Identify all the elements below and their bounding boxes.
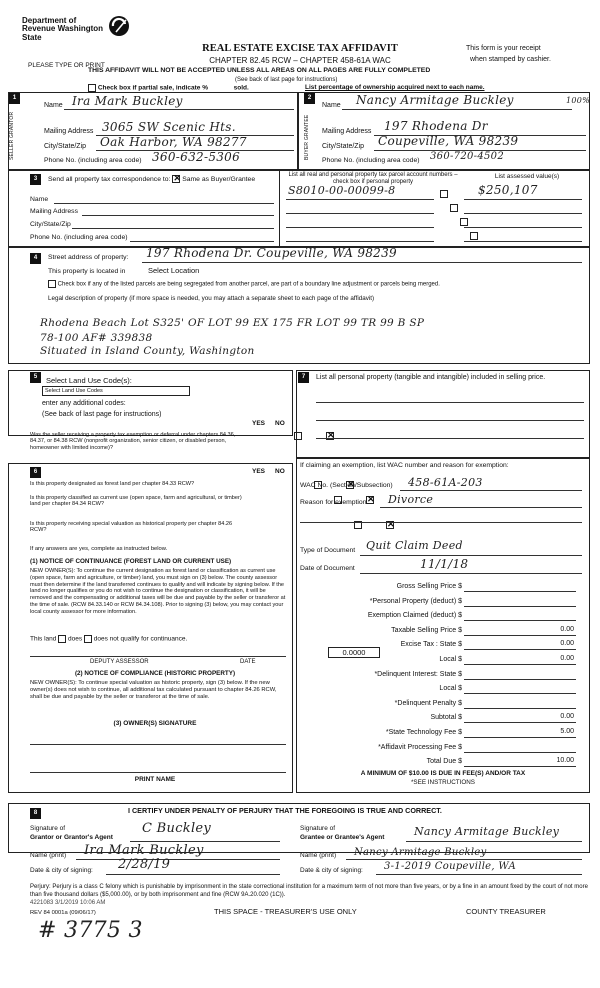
deputy-date: DATE: [240, 659, 256, 665]
section-5-number: 5: [30, 372, 41, 383]
segregated-checkbox[interactable]: [48, 280, 56, 288]
parcel-value: S8010-00-00099-8: [288, 184, 396, 197]
partial-sale-checkbox[interactable]: [88, 84, 96, 92]
buyer-phone-label: Phone No. (including area code): [322, 157, 420, 164]
treasurer-space: THIS SPACE - TREASURER'S USE ONLY: [214, 907, 357, 916]
rev-number: REV 84 0001a (09/06/17): [30, 910, 96, 916]
q-historical: Is this property receiving special valuation as historical property per chapter 84.26 RCW?: [30, 521, 233, 534]
notice2-title: (2) NOTICE OF COMPLIANCE (HISTORIC PROPERTY): [74, 670, 236, 677]
seller-phone-value: 360-632-5306: [152, 150, 241, 164]
sold-label: sold.: [233, 84, 249, 92]
section-1-number: 1: [9, 93, 20, 104]
if-yes-note: If any answers are yes, complete as instructed below.: [30, 546, 168, 552]
exemption-label: If claiming an exemption, list WAC number and reason for exemption:: [300, 462, 509, 469]
correspondence-label: Send all property tax correspondence to:: [48, 175, 171, 183]
parcel-header: List all real and personal property tax parcel account numbers – check box if personal property: [288, 172, 458, 185]
owner-signature-label: (3) OWNER(S) SIGNATURE: [113, 720, 197, 727]
legal-label: Legal description of property (if more space is needed, you may attach a separate sheet to each page of the affidavit): [48, 295, 375, 302]
deputy-assessor: DEPUTY ASSESSOR: [90, 659, 149, 665]
local-rate-box: 0.0000: [328, 647, 380, 658]
parcel-pp-checkbox-4[interactable]: [470, 232, 478, 240]
corr-name-label: Name: [30, 196, 49, 203]
grantee-name-value: Nancy Armitage Buckley: [354, 847, 487, 858]
q-current-use: Is this property classified as current use (open space, farm and agricultural, or timber) land per chapter 84.34 RCW?: [30, 495, 242, 508]
revenue-logo: [22, 12, 132, 50]
corr-city-label: City/State/Zip: [30, 221, 71, 228]
calc-row-label: Local $: [439, 656, 462, 663]
calc-row-value[interactable]: 0.00: [560, 625, 574, 633]
yes-header-6: YES: [252, 468, 266, 475]
section-6-number: 6: [30, 467, 41, 478]
buyer-phone-value: 360-720-4502: [430, 151, 504, 162]
buyer-address-label: Mailing Address: [322, 128, 372, 135]
warning: THIS AFFIDAVIT WILL NOT BE ACCEPTED UNLESS ALL AREAS ON ALL PAGES ARE FULLY COMPLETED: [88, 67, 431, 74]
grantee-date-value: 3-1-2019 Coupeville, WA: [384, 861, 516, 872]
buyer-city-value: Coupeville, WA 98239: [378, 134, 519, 148]
notice1-body: NEW OWNER(S): To continue the current designation as forest land or classification as current use (open space, farm and agriculture, or timber) land, you must sign on (3) below. The county assessor must then determine if the land transferred continues to qualify and will indicate by signing below. If the land no longer qualifies or you do not wish to continue the designation or classification, it will be removed and the compensating or additional taxes will be due and payable by the seller or transferor at the time of sale. (RCW 84.33.140 or RCW 84.34.108). Prior to signing (3) below, you may contact your local county assessor for more information.: [30, 568, 286, 615]
doc-date-label: Date of Document: [300, 565, 355, 572]
same-as-buyer-checkbox[interactable]: [172, 175, 180, 183]
seller-city-label: City/State/Zip: [44, 143, 87, 150]
pct-list: List percentage of ownership acquired next to each name.: [305, 84, 485, 91]
minimum-2: *SEE INSTRUCTIONS: [410, 779, 476, 786]
grantor-signature: C Buckley: [142, 821, 212, 836]
grantor-sig-label-1: Signature of: [30, 825, 66, 832]
parcel-pp-checkbox-2[interactable]: [450, 204, 458, 212]
legal-line-3: Situated in Island County, Washington: [40, 345, 255, 357]
street-value: 197 Rhodena Dr. Coupeville, WA 98239: [146, 246, 397, 260]
reason-label: Reason for exemption: [300, 499, 367, 506]
grantee-sig-label-1: Signature of: [300, 825, 336, 832]
chapter: CHAPTER 82.45 RCW – CHAPTER 458-61A WAC: [209, 56, 391, 65]
seller-city-value: Oak Harbor, WA 98277: [100, 135, 247, 149]
assessed-header: List assessed value(s): [494, 173, 560, 180]
buyer-name-label: Name: [322, 102, 341, 109]
section-8-number: 8: [30, 808, 41, 819]
located-select[interactable]: Select Location: [148, 266, 200, 275]
calc-row-label: Local $: [439, 685, 462, 693]
certify-text: I CERTIFY UNDER PENALTY OF PERJURY THAT THE FOREGOING IS TRUE AND CORRECT.: [128, 806, 442, 815]
wac-label: WAC No. (Section/Subsection): [300, 482, 393, 489]
section-2-number: 2: [304, 93, 315, 104]
buyer-name-value: Nancy Armitage Buckley: [356, 93, 514, 107]
legal-line-2: 78-100 AF# 339838: [40, 332, 153, 344]
grantee-date-label: Date & city of signing:: [300, 867, 363, 874]
calc-row-label: Excise Tax : State $: [400, 641, 462, 649]
located-label: This property is located in: [48, 268, 126, 275]
calc-row-value[interactable]: 0.00: [560, 655, 574, 662]
calc-row-label: Subtotal $: [430, 714, 462, 722]
grantee-signature: Nancy Armitage Buckley: [414, 825, 560, 838]
minimum-1: A MINIMUM OF $10.00 IS DUE IN FEE(S) AND/OR TAX: [360, 770, 526, 777]
legal-line-1: Rhodena Beach Lot S325' OF LOT 99 EX 175 FR LOT 99 TR 99 B SP: [40, 317, 425, 329]
grantor-date-value: 2/28/19: [118, 857, 171, 872]
correspondence-row: [48, 175, 255, 184]
county-treasurer: COUNTY TREASURER: [466, 907, 546, 916]
seller-name-label: Name: [44, 102, 63, 109]
segregated-label: Check box if any of the listed parcels are being segregated from another parcel, are part of a boundary line adjustment or parcels being merged.: [57, 281, 440, 288]
buyer-side-label: BUYER GRANTEE: [304, 114, 310, 160]
grantor-name-value: Ira Mark Buckley: [84, 843, 204, 858]
logo-text: Department of Revenue Washington State: [22, 16, 104, 42]
calc-row-label: *Affidavit Processing Fee $: [378, 743, 462, 751]
qualify-label: qualify for continuance.: [120, 635, 188, 643]
recording-stamp: 4221083 3/1/2019 10:06 AM: [30, 900, 106, 906]
no-header-5: NO: [275, 420, 285, 427]
calc-row-label: Exemption Claimed (deduct) $: [367, 612, 462, 620]
segregated-row: [48, 280, 440, 288]
does-not-label: does not: [93, 635, 119, 643]
exemption-question: Was the seller receiving a property tax exemption or deferral under chapters 84.36, 84.37, or 84.38 RCW (nonprofit organization, senior citizen, or disabled person, homeowner with limited income)?: [30, 432, 236, 451]
doc-type-value: Quit Claim Deed: [366, 539, 463, 552]
q-forest: Is this property designated as forest land per chapter 84.33 RCW?: [30, 481, 195, 487]
yes-header-5: YES: [252, 420, 266, 427]
perjury-text: Perjury: Perjury is a class C felony which is punishable by imprisonment in the state correctional institution for a maximum term of not more than five years, or by a fine in an amount fixed by the court of not more than five thousand dollars ($5,000.00), or by both imprisonment and fine (RCW 9A.20.020 (1C)).: [30, 884, 588, 898]
grantee-sig-label-2: Grantee or Grantee's Agent: [300, 834, 385, 841]
receipt-note-1: This form is your receipt: [466, 45, 541, 52]
section-4-number: 4: [30, 253, 41, 264]
please-type: PLEASE TYPE OR PRINT: [28, 62, 105, 69]
seller-phone-label: Phone No. (including area code): [44, 157, 142, 164]
notice1-title: (1) NOTICE OF CONTINUANCE (FOREST LAND OR CURRENT USE): [30, 558, 232, 565]
calc-row-value[interactable]: 10.00: [556, 757, 574, 765]
notice2-body: NEW OWNER(S): To continue special valuation as historic property, sign (3) below. If the new owner(s) does not wish to continue, all additional tax calculated pursuant to chapter 84.26 RCW, shall be due and payable by the seller or transferor at the time of sale.: [30, 680, 277, 701]
seller-address-label: Mailing Address: [44, 128, 94, 135]
personal-property-section: [296, 370, 590, 458]
land-use-see-back: (See back of last page for instructions): [42, 411, 162, 418]
same-as-buyer-label: Same as Buyer/Grantee: [182, 175, 256, 183]
grantor-name-label: Name (print): [30, 852, 67, 859]
this-land-label: This land: [30, 635, 57, 643]
parcel-pp-checkbox-1[interactable]: [440, 190, 448, 198]
land-use-select[interactable]: Select Land Use Codes: [42, 386, 190, 396]
section-7-number: 7: [298, 372, 309, 383]
buyer-address-value: 197 Rhodena Dr: [384, 119, 488, 133]
partial-sale-label: Check box if partial sale, indicate %: [97, 84, 208, 92]
section-3-number: 3: [30, 174, 41, 185]
calc-row-label: *Delinquent Interest: State $: [374, 670, 462, 678]
grantor-sig-label-2: Grantor or Grantor's Agent: [30, 834, 113, 841]
corr-address-label: Mailing Address: [30, 208, 78, 215]
grantee-name-label: Name (print): [300, 852, 337, 859]
calc-row-value[interactable]: 0.00: [560, 713, 574, 721]
does-label: does: [68, 635, 83, 643]
calc-row-label: Total Due $: [426, 758, 462, 766]
personal-property-label: List all personal property (tangible and intangible) included in selling price.: [316, 374, 546, 381]
reason-value: Divorce: [388, 493, 434, 506]
buyer-pct-value: 100%: [566, 96, 591, 105]
street-label: Street address of property:: [48, 254, 129, 261]
parcel-pp-checkbox-3[interactable]: [460, 218, 468, 226]
seller-address-value: 3065 SW Scenic Hts.: [102, 120, 236, 134]
handwritten-number: # 3775 3: [38, 918, 143, 943]
print-name-label: PRINT NAME: [134, 776, 176, 783]
corr-phone-label: Phone No. (including area code): [30, 234, 128, 241]
buyer-city-label: City/State/Zip: [322, 143, 365, 150]
see-back: (See back of last page for instructions): [235, 77, 338, 83]
calc-row-value[interactable]: 0.00: [560, 640, 574, 648]
this-land-row: [30, 635, 187, 643]
land-use-label: Select Land Use Code(s):: [46, 376, 132, 385]
additional-codes: enter any additional codes:: [42, 400, 126, 407]
doc-type-label: Type of Document: [300, 547, 356, 554]
calc-row-label: *Personal Property (deduct) $: [369, 597, 462, 605]
doc-date-value: 11/1/18: [420, 557, 469, 571]
does-checkbox[interactable]: [58, 635, 66, 643]
calc-row-label: Taxable Selling Price $: [391, 626, 462, 634]
grantor-date-label: Date & city of signing:: [30, 867, 93, 874]
seller-name-value: Ira Mark Buckley: [72, 94, 183, 108]
does-not-checkbox[interactable]: [84, 635, 92, 643]
receipt-note-2: when stamped by cashier.: [470, 56, 551, 63]
calc-row-label: *State Technology Fee $: [385, 729, 462, 736]
no-header-6: NO: [275, 468, 285, 475]
seller-side-label: SELLER GRANTOR: [9, 111, 15, 160]
partial-sale-row: [88, 84, 249, 92]
assessed-value: $250,107: [478, 183, 538, 197]
calc-row-label: Gross Selling Price $: [396, 583, 462, 590]
calc-row-value[interactable]: 5.00: [560, 728, 574, 735]
page-title: REAL ESTATE EXCISE TAX AFFIDAVIT: [202, 43, 398, 54]
calc-row-label: *Delinquent Penalty $: [394, 699, 462, 707]
wac-value: 458-61A-203: [408, 476, 483, 489]
